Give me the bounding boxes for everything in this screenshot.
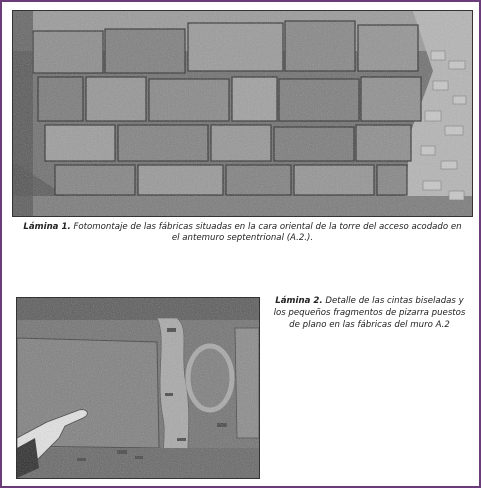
plate-2-photo bbox=[16, 297, 260, 479]
plate-2-caption bbox=[268, 295, 471, 331]
plate-2-caption-text: Detalle de las cintas biseladas y los pequeños fragmentos de pizarra puestos de plano en las fábricas del muro A.2 bbox=[273, 296, 466, 330]
plate-1-label: Lámina 1. bbox=[23, 222, 71, 232]
plate-1-caption bbox=[20, 222, 465, 244]
plate-2-label: Lámina 2. bbox=[275, 296, 323, 306]
plate-1-photo bbox=[12, 10, 473, 217]
plate-1-caption-text: Fotomontaje de las fábricas situadas en la cara oriental de la torre del acceso acodado en el antemuro septentrional (A.2.). bbox=[73, 222, 462, 243]
